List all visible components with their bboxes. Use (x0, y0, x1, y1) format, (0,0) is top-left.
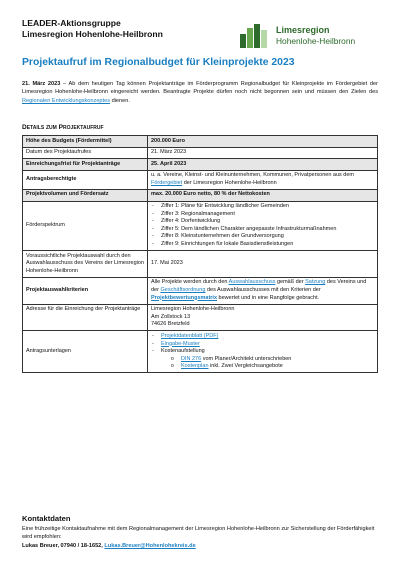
table-row (23, 170, 378, 189)
table-row (23, 201, 378, 251)
criteria-value (148, 277, 378, 304)
list-item: - Ziffer 1: Pläne für Entwicklung ländlicher Gemeinden (151, 203, 374, 211)
date-value: 21. März 2023 (148, 147, 378, 159)
deadline-value: 25. April 2023 (148, 159, 378, 171)
list-item: - Kostenaufstellung (151, 348, 374, 356)
list-item (151, 333, 374, 341)
address-value (148, 304, 378, 331)
org-name-line2: Limesregion Hohenlohe-Heilbronn (22, 29, 163, 39)
docs-label: Antragsunterlagen (23, 331, 148, 373)
list-item: - Ziffer 8: Kleinstunternehmen der Grundversorgung (151, 233, 374, 241)
contact-text: Eine frühzeitige Kontaktaufnahme mit dem Regionalmanagement der Limesregion Hohenlohe-Heilbronn zur Sicherstellung der Förderfähigkeit wird empfohlen: (22, 526, 375, 541)
selection-label: Voraussichtliche Projektauswahl durch den Auswahlausschuss des Vereins der Limesregion Hohenlohe-Heilbronn (23, 251, 148, 278)
satzung-link[interactable]: Satzung (305, 279, 326, 286)
criteria-text: bewertet und in eine Rangfolge gebracht. (217, 294, 320, 301)
list-item (151, 341, 374, 349)
rek-link[interactable]: Regionalen Entwicklungskonzeptes (22, 97, 111, 104)
selection-value: 17. Mai 2023 (148, 251, 378, 278)
list-item: - Ziffer 4: Dorfentwicklung (151, 218, 374, 226)
details-table (22, 135, 378, 373)
table-row (23, 277, 378, 304)
eligible-value (148, 170, 378, 189)
spectrum-value (148, 201, 378, 251)
address-line: 74626 Bretzfeld (151, 321, 190, 328)
criteria-text: Alle Projekte werden durch den (151, 279, 229, 286)
docs-value (148, 331, 378, 373)
sub-item-text: vom Planer/Architekt unterschrieben (201, 355, 292, 362)
logo-text-line1: Limesregion (276, 25, 330, 35)
logo-mark-icon (240, 24, 270, 48)
budget-label: Höhe des Budgets (Fördermittel) (23, 136, 148, 148)
table-row (23, 304, 378, 331)
list-item: - Ziffer 3: Regionalmanagement (151, 211, 374, 219)
contact-email-link[interactable]: Lukas.Breuer@Hohenlohekreis.de (104, 542, 196, 549)
docs-list (151, 333, 374, 356)
address-label: Adresse für die Einreichung der Projektanträge (23, 304, 148, 331)
org-name-line1: LEADER-Aktionsgruppe (22, 18, 121, 28)
contact-person: Lukas Breuer, 07940 / 18-1652, (22, 542, 105, 549)
din276-link[interactable]: DIN 276 (181, 355, 202, 362)
criteria-text: gemäß der (275, 279, 306, 286)
foerdergebiet-link[interactable]: Fördergebiet (151, 179, 183, 186)
eligible-text-end: der Limesregion Hohenlohe-Heilbronn (182, 179, 277, 186)
list-item: - Ziffer 9: Einrichtungen für lokale Basisdienstleistungen (151, 241, 374, 249)
table-row (23, 147, 378, 159)
geschaeftsordnung-link[interactable]: Geschäftsordnung (160, 287, 206, 293)
table-row (23, 331, 378, 373)
intro-text: – Ab dem heutigen Tag können Projektanträge im Förderprogramm Regionalbudget für Kleinprojekte im Fördergebiet der Limesregion Hohenlohe-Heilbronn eingereicht werden. Beantragte Projekte dürfen noch nicht begonnen sein und müssen den Zielen des (22, 81, 379, 96)
projektdatenblatt-link[interactable]: Projektdatenblatt (PDF) (161, 332, 219, 339)
section-title: Details zum Projektaufruf (22, 124, 104, 131)
intro-paragraph (22, 80, 378, 105)
organization-header (22, 18, 163, 40)
table-row (23, 251, 378, 278)
volume-label: Projektvolumen und Fördersatz (23, 189, 148, 201)
auswahlausschuss-link[interactable]: Auswahlausschuss (228, 279, 276, 286)
eingabe-muster-link[interactable]: Eingabe-Muster (161, 340, 200, 347)
eligible-label: Antragsberechtigte (23, 170, 148, 189)
criteria-label: Projektauswahlkriterien (23, 277, 148, 304)
kostenplan-link[interactable]: Kostenplan (181, 363, 209, 370)
eligible-text: u. a. Vereine, Kleinst- und Kleinunternehmen, Kommunen, Privatpersonen aus dem (151, 172, 355, 179)
criteria-text: des Vereins und der (151, 279, 367, 293)
date-label: Datum des Projektaufrufes (23, 147, 148, 159)
list-item: - Ziffer 5: Dem ländlichen Charakter angepasste Infrastrukturmaßnahmen (151, 226, 374, 234)
intro-text-end: dienen. (110, 97, 130, 104)
table-row (23, 136, 378, 148)
page-title: Projektaufruf im Regionalbudget für Kleinprojekte 2023 (22, 57, 295, 68)
contact-paragraph (22, 525, 378, 550)
address-line: Am Zollstock 13 (151, 313, 191, 320)
spectrum-list (151, 203, 374, 249)
list-item (171, 363, 374, 371)
sub-item-text: inkl. Zwei Vergleichsangebote (208, 363, 283, 370)
intro-date: 21. März 2023 (22, 81, 61, 87)
list-item (171, 356, 374, 364)
volume-value: max. 20.000 Euro netto, 80 % der Nettokosten (148, 189, 378, 201)
logo-text-line2: Hohenlohe-Heilbronn (276, 36, 356, 46)
limesregion-logo (240, 22, 380, 52)
address-line: Limesregion Hohenlohe-Heilbronn (151, 306, 235, 313)
spectrum-label: Förderspektrum (23, 201, 148, 251)
table-row (23, 159, 378, 171)
table-row (23, 189, 378, 201)
criteria-text: des Auswahlausschusses mit den Kriterien der (205, 287, 321, 293)
bewertungsmatrix-link[interactable]: Projektbewertungsmatrix (151, 294, 218, 301)
contact-heading: Kontaktdaten (22, 514, 71, 523)
budget-value: 200.000 Euro (148, 136, 378, 148)
deadline-label: Einreichungsfrist für Projektanträge (23, 159, 148, 171)
docs-sublist (151, 356, 374, 371)
